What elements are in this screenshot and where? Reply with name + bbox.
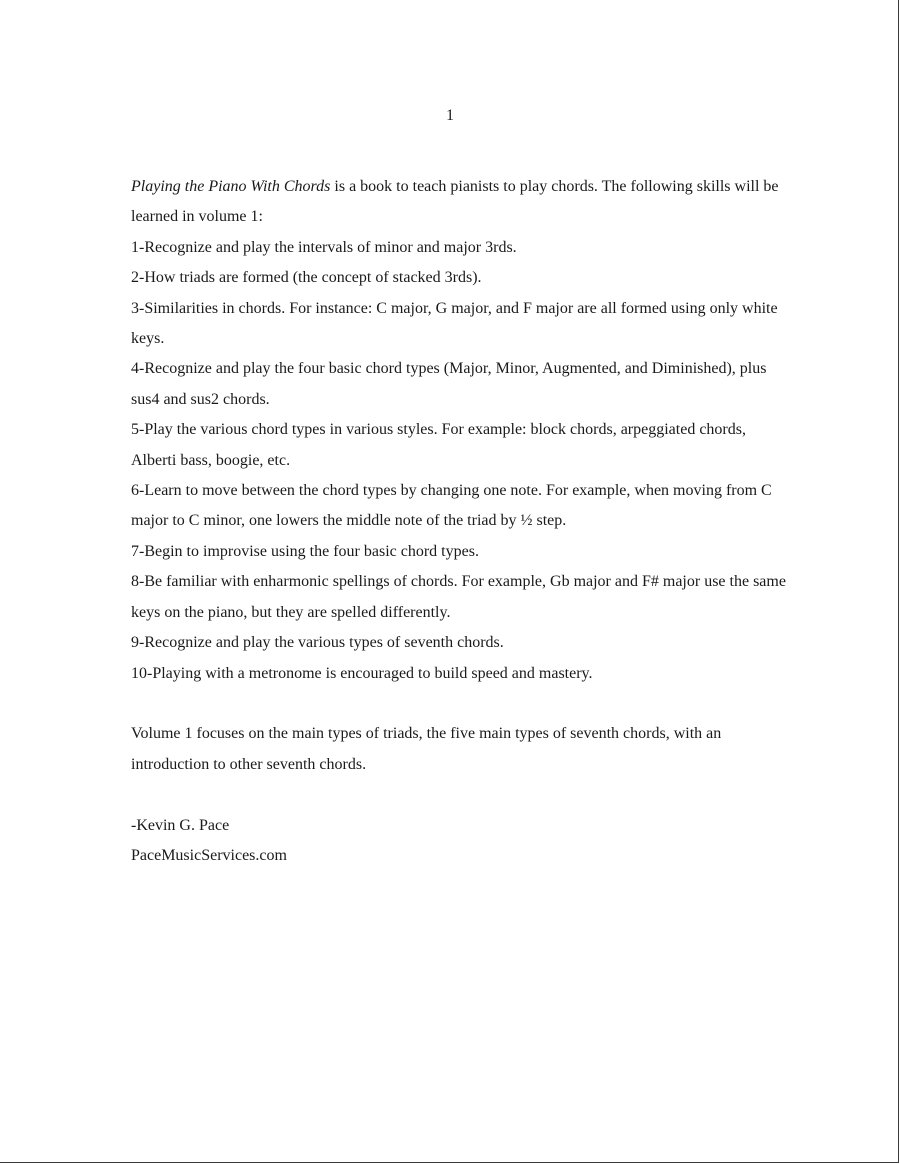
page-content <box>131 172 791 871</box>
paragraph-spacer <box>131 780 791 810</box>
summary-paragraph: Volume 1 focuses on the main types of triads, the five main types of seventh chords, with an introduction to other seventh chords. <box>131 725 722 773</box>
skill-item: 2-How triads are formed (the concept of stacked 3rds). <box>131 269 482 287</box>
author-signature: -Kevin G. Pace <box>131 816 230 834</box>
author-website: PaceMusicServices.com <box>131 846 287 864</box>
intro-text: is a book to teach pianists to play chords. The following skills will be learned in volume 1: <box>131 178 779 226</box>
skill-item: 5-Play the various chord types in various styles. For example: block chords, arpeggiated chords, Alberti bass, boogie, etc. <box>131 421 746 469</box>
skill-item: 10-Playing with a metronome is encouraged to build speed and mastery. <box>131 664 593 682</box>
skill-item: 8-Be familiar with enharmonic spellings of chords. For example, Gb major and F# major use the same keys on the piano, but they are spelled differently. <box>131 573 786 621</box>
skill-item: 3-Similarities in chords. For instance: C major, G major, and F major are all formed using only white keys. <box>131 299 778 348</box>
skill-item: 9-Recognize and play the various types of seventh chords. <box>131 634 504 652</box>
skill-item: 1-Recognize and play the intervals of minor and major 3rds. <box>131 238 517 256</box>
skill-item: 6-Learn to move between the chord types by changing one note. For example, when moving from C major to C minor, one lowers the middle note of the triad by ½ step. <box>131 482 772 530</box>
intro-paragraph <box>131 172 791 233</box>
book-title: Playing the Piano With Chords <box>131 178 331 195</box>
skill-item: 4-Recognize and play the four basic chord types (Major, Minor, Augmented, and Diminished), plus sus4 and sus2 chords. <box>131 360 767 408</box>
page-number: 1 <box>446 107 454 124</box>
skill-item: 7-Begin to improvise using the four basic chord types. <box>131 542 479 560</box>
paragraph-spacer <box>131 689 791 719</box>
